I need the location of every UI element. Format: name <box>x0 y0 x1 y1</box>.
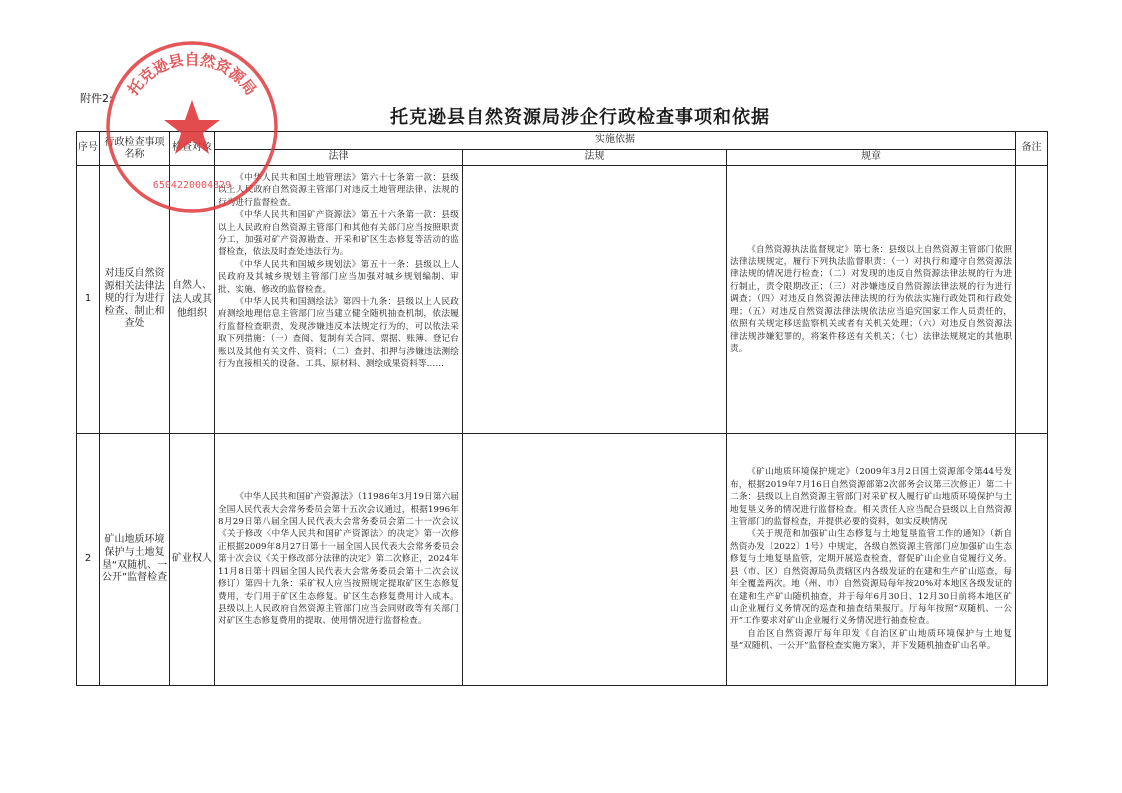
header-no: 序号 <box>77 132 100 166</box>
header-item-name: 行政检查事项名称 <box>100 132 170 166</box>
header-law: 法律 <box>215 150 463 166</box>
header-rule: 规章 <box>727 150 1016 166</box>
seal-text: 托克逊县自然资源局 <box>124 50 260 99</box>
document-title: 托克逊县自然资源局涉企行政检查事项和依据 <box>390 107 770 128</box>
attachment-label: 附件2: <box>80 92 113 105</box>
law-paragraph: 《中华人民共和国测绘法》第四十九条：县级以上人民政府测绘地理信息主管部门应当建立健全随机抽查机制，依法履行监督检查职责，发现涉嫌违反本法规定行为的，可以依法采取下列措施：（一）查阅、复制有关合同、票据、账簿、登记台账以及其他有关文件、资料；（二）查封、扣押与涉嫌违法测绘行为直接相关的设备、工具、原材料、测绘成果资料等…… <box>218 297 459 370</box>
row-note <box>1016 434 1048 686</box>
rule-paragraph: 《关于规范和加强矿山生态修复与土地复垦监管工作的通知》（新自然资办发〔2022〕1号）中规定，各级自然资源主管部门应加强矿山生态修复与土地复垦监管，定期开展巡查检查，督促矿山企业自觉履行义务。县（市、区）自然资源局负责辖区内各级发证的在建和生产矿山巡查，每年全覆盖两次。地（州、市）自然资源局每年按20%对本地区各级发证的在建和生产矿山随机抽查，并于每年6月30日、12月30日前将本地区矿山企业履行义务情况的巡查和抽查结果报厅。厅每年按照“双随机、一公开”工作要求对矿山企业履行义务情况进行抽查检查。 <box>730 529 1013 627</box>
header-target: 检查对象 <box>170 132 215 166</box>
rule-paragraph: 《矿山地质环境保护规定》（2009年3月2日国土资源部令第44号发布，根据2019年7月16日自然资源部第2次部务会议第三次修正）第二十二条：县级以上自然资源主管部门对采矿权人履行矿山地质环境保护与土地复垦义务的情况进行监督检查。相关责任人应当配合县级以上自然资源主管部门的监督检查，并提供必要的资料，如实反映情况 <box>730 467 1013 528</box>
header-note: 备注 <box>1016 132 1048 166</box>
header-basis: 实施依据 <box>215 132 1016 150</box>
row-note <box>1016 166 1048 434</box>
row-regulation <box>463 434 727 686</box>
row-rule-cell <box>727 434 1016 686</box>
table-row <box>77 434 1048 686</box>
row-law-cell <box>215 434 463 686</box>
row-no: 2 <box>77 434 100 686</box>
law-paragraph: 《中华人民共和国城乡规划法》第五十一条：县级以上人民政府及其城乡规划主管部门应当加强对城乡规划编制、审批、实施、修改的监督检查。 <box>218 259 459 295</box>
law-paragraph: 《中华人民共和国矿产资源法》（11986年3月19日第六届全国人民代表大会常务委员会第十五次会议通过，根据1996年8月29日第八届全国人民代表大会常务委员会第二十一次会议《关于修改〈中华人民共和国矿产资源法〉的决定》第一次修正根据2009年8月27日第十一届全国人民代表大会常务委员会第十次会议《关于修改部分法律的决定》第二次修正，2024年11月8日第十四届全国人民代表大会常务委员会第十二次会议修订）第四十九条：采矿权人应当按照规定提取矿区生态修复费用，专门用于矿区生态修复。矿区生态修复费用计入成本。县级以上人民政府自然资源主管部门应当会同财政等有关部门对矿区生态修复费用的提取、使用情况进行监督检查。 <box>218 492 459 627</box>
rule-paragraph: 《自然资源执法监督规定》第七条：县级以上自然资源主管部门依照法律法规规定，履行下列执法监督职责：（一）对执行和遵守自然资源法律法规的情况进行检查；（二）对发现的违反自然资源法律法规的行为进行制止，责令限期改正；（三）对涉嫌违反自然资源法律法规的行为进行调查；（四）对违反自然资源法律法规的行为依法实施行政处罚和行政处理；（五）对违反自然资源法律法规依法应当追究国家工作人员责任的，依照有关规定移送监察机关或者有关机关处理；（六）对违反自然资源法律法规涉嫌犯罪的，将案件移送有关机关；（七）法律法规规定的其他职责。 <box>730 244 1013 354</box>
official-seal <box>103 38 281 216</box>
row-regulation <box>463 166 727 434</box>
row-target: 自然人、法人或其他组织 <box>170 166 215 434</box>
star-icon <box>164 100 220 154</box>
header-regulation: 法规 <box>463 150 727 166</box>
law-paragraph: 《中华人民共和国矿产资源法》第五十六条第一款：县级以上人民政府自然资源主管部门和其他有关部门应当按照职责分工，加强对矿产资源勘查、开采和矿区生态修复等活动的监督检查，依法及时查处违法行为。 <box>218 210 459 258</box>
row-item-name: 对违反自然资源相关法律法规的行为进行检查、制止和查处 <box>100 166 170 434</box>
law-paragraph: 《中华人民共和国土地管理法》第六十七条第一款：县级以上人民政府自然资源主管部门对违反土地管理法律、法规的行为进行监督检查。 <box>218 173 459 208</box>
row-item-name: 矿山地质环境保护与土地复垦“双随机、一公开”监督检查 <box>100 434 170 686</box>
row-no: 1 <box>77 166 100 434</box>
rule-paragraph: 自治区自然资源厅每年印发《自治区矿山地质环境保护与土地复垦“双随机、一公开”监督检查实施方案》，并下发随机抽查矿山名单。 <box>730 628 1013 652</box>
row-target: 矿业权人 <box>170 434 215 686</box>
seal-code: 6504220004329 <box>152 180 232 191</box>
row-rule-cell <box>727 166 1016 434</box>
